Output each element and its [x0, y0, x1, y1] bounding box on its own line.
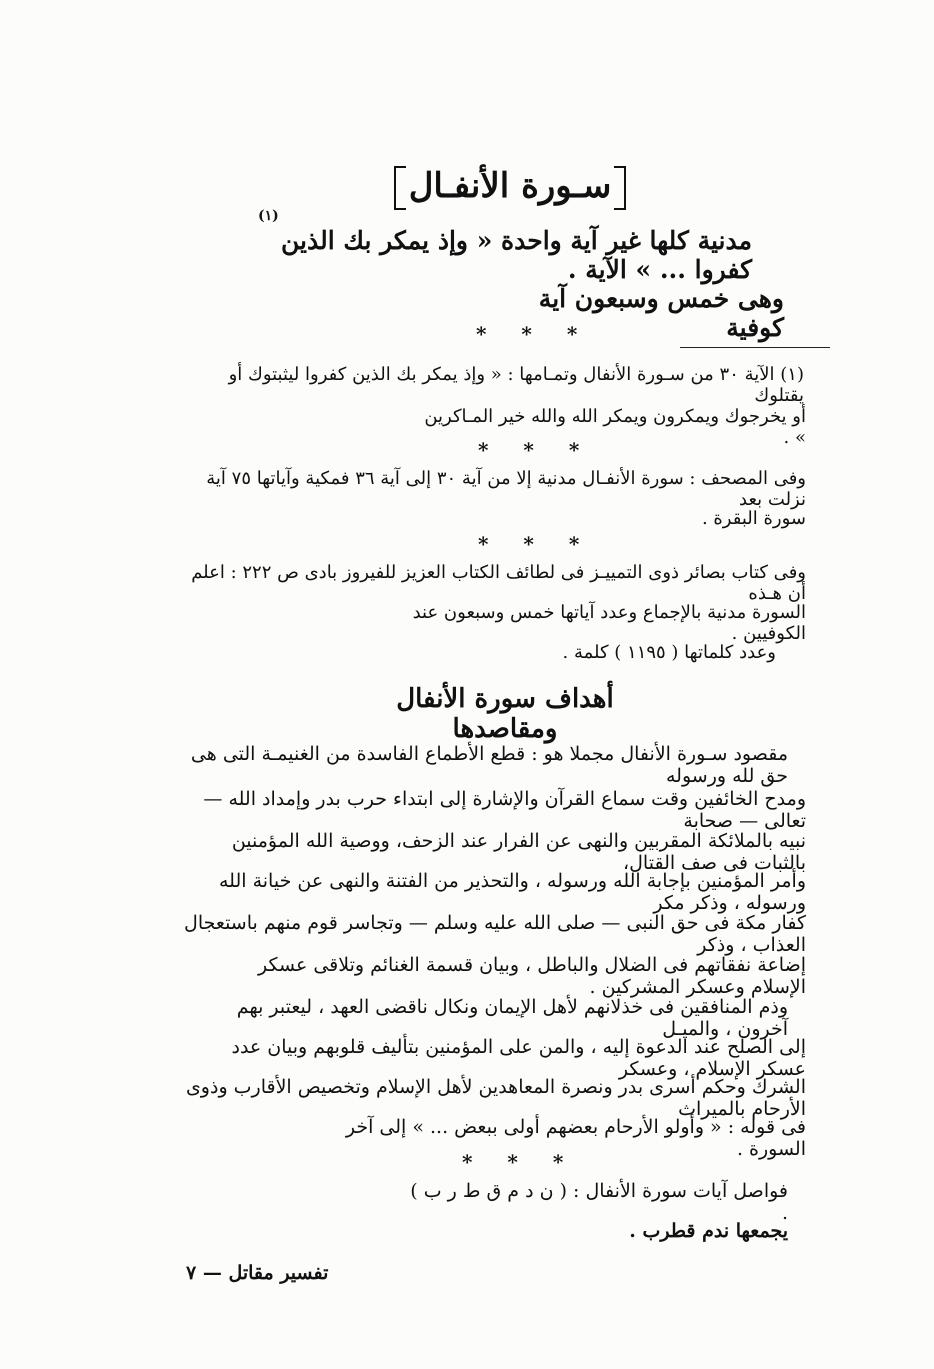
body-line-10: فى قوله : « وأولو الأرحام بعضهم أولى ببعض ... » إلى آخر السورة . [345, 1116, 806, 1160]
body-line-8: إلى الصلح عند الدعوة إليه ، والمن على المؤمنين بتأليف قلوبهم وبيان عدد عسكر الإسلام ، وعسكر [231, 1036, 806, 1080]
title-bracket-left [394, 166, 406, 210]
intro-line-2: وهى خمس وسبعون آية كوفية [538, 284, 784, 342]
basair-line-3: وعدد كلماتها ( ١١٩٥ ) كلمة . [562, 642, 776, 663]
footnote-divider [680, 347, 830, 348]
body-line-7: وذم المنافقين فى خذلانهم لأهل الإيمان ونكال ناقضى العهد ، ليعتبر بهم آخرون ، والميـل [236, 996, 788, 1040]
footnote-marker: (١) [258, 208, 279, 224]
basair-line-1: وفى كتاب بصائر ذوى التمييـز فى لطائف الكتاب العزيز للفيروز بادى ص ٢٢٢ : اعلم أن هـذه [191, 562, 806, 604]
stars-separator-3: * * * [478, 532, 594, 556]
body-line-4: وأمر المؤمنين بإجابة الله ورسوله ، والتحذير من الفتنة والنهى عن خيانة الله ورسوله ، وذكر مكر [218, 870, 806, 914]
body-line-2: ومدح الخائفين وقت سماع القرآن والإشارة إلى ابتداء حرب بدر وإمداد الله — تعالى — صحابة [203, 788, 806, 832]
title-bracket-right [614, 166, 626, 210]
intro-line-1: مدنية كلها غير آية واحدة « وإذ يمكر بك الذين كفروا ... » الآية . [281, 226, 752, 284]
mushaf-line-1: وفى المصحف : سورة الأنفـال مدنية إلا من آية ٣٠ إلى آية ٣٦ فمكية وآياتها ٧٥ آية نزلت بعد [206, 468, 806, 510]
surah-title [390, 160, 630, 212]
stars-separator-4: * * * [462, 1150, 578, 1174]
fawasil-line-1: فواصل آيات سورة الأنفال : ( ن د م ق ط ر ب ) . [410, 1180, 788, 1224]
footnote-line-1: (١) الآية ٣٠ من سـورة الأنفال وتمـامها : « وإذ يمكر بك الذين كفروا ليثبتوك أو يقتلوك [228, 364, 804, 406]
body-line-1: مقصود سـورة الأنفال مجملا هو : قطع الأطماع الفاسدة من الغنيمـة التى هى حق لله ورسوله [190, 743, 788, 787]
body-line-3: نبيه بالملائكة المقربين والنهى عن الفرار عند الزحف، ووصية الله المؤمنين بالثبات فى صف القتال، [231, 830, 806, 874]
body-line-9: الشرك وحكم أسرى بدر ونصرة المعاهدين لأهل الإسلام وتخصيص الأقارب وذوى الأرحام بالميراث [185, 1076, 806, 1120]
footnote-line-2: أو يخرجوك ويمكرون ويمكر الله والله خير المـاكرين » . [424, 406, 806, 448]
surah-title-text: سـورة الأنفـال [408, 166, 612, 206]
body-line-6: إضاعة نفقاتهم فى الضلال والباطل ، وبيان قسمة الغنائم وتلاقى عسكر الإسلام وعسكر المشركين . [258, 954, 806, 998]
basair-line-2: السورة مدنية بالإجماع وعدد آياتها خمس وسبعون عند الكوفيين . [412, 602, 806, 644]
section-heading: أهداف سورة الأنفال ومقاصدها [396, 684, 614, 744]
stars-separator-1: * * * [476, 322, 592, 346]
stars-separator-2: * * * [478, 438, 594, 462]
page-footer: تفسير مقاتل — ٧ [186, 1262, 329, 1284]
fawasil-line-2: يجمعها ندم قطرب . [629, 1220, 788, 1242]
body-line-5: كفار مكة فى حق النبى — صلى الله عليه وسلم — وتجاسر قوم منهم باستعجال العذاب ، وذكر [184, 912, 806, 956]
mushaf-line-2: سورة البقرة . [701, 508, 806, 529]
